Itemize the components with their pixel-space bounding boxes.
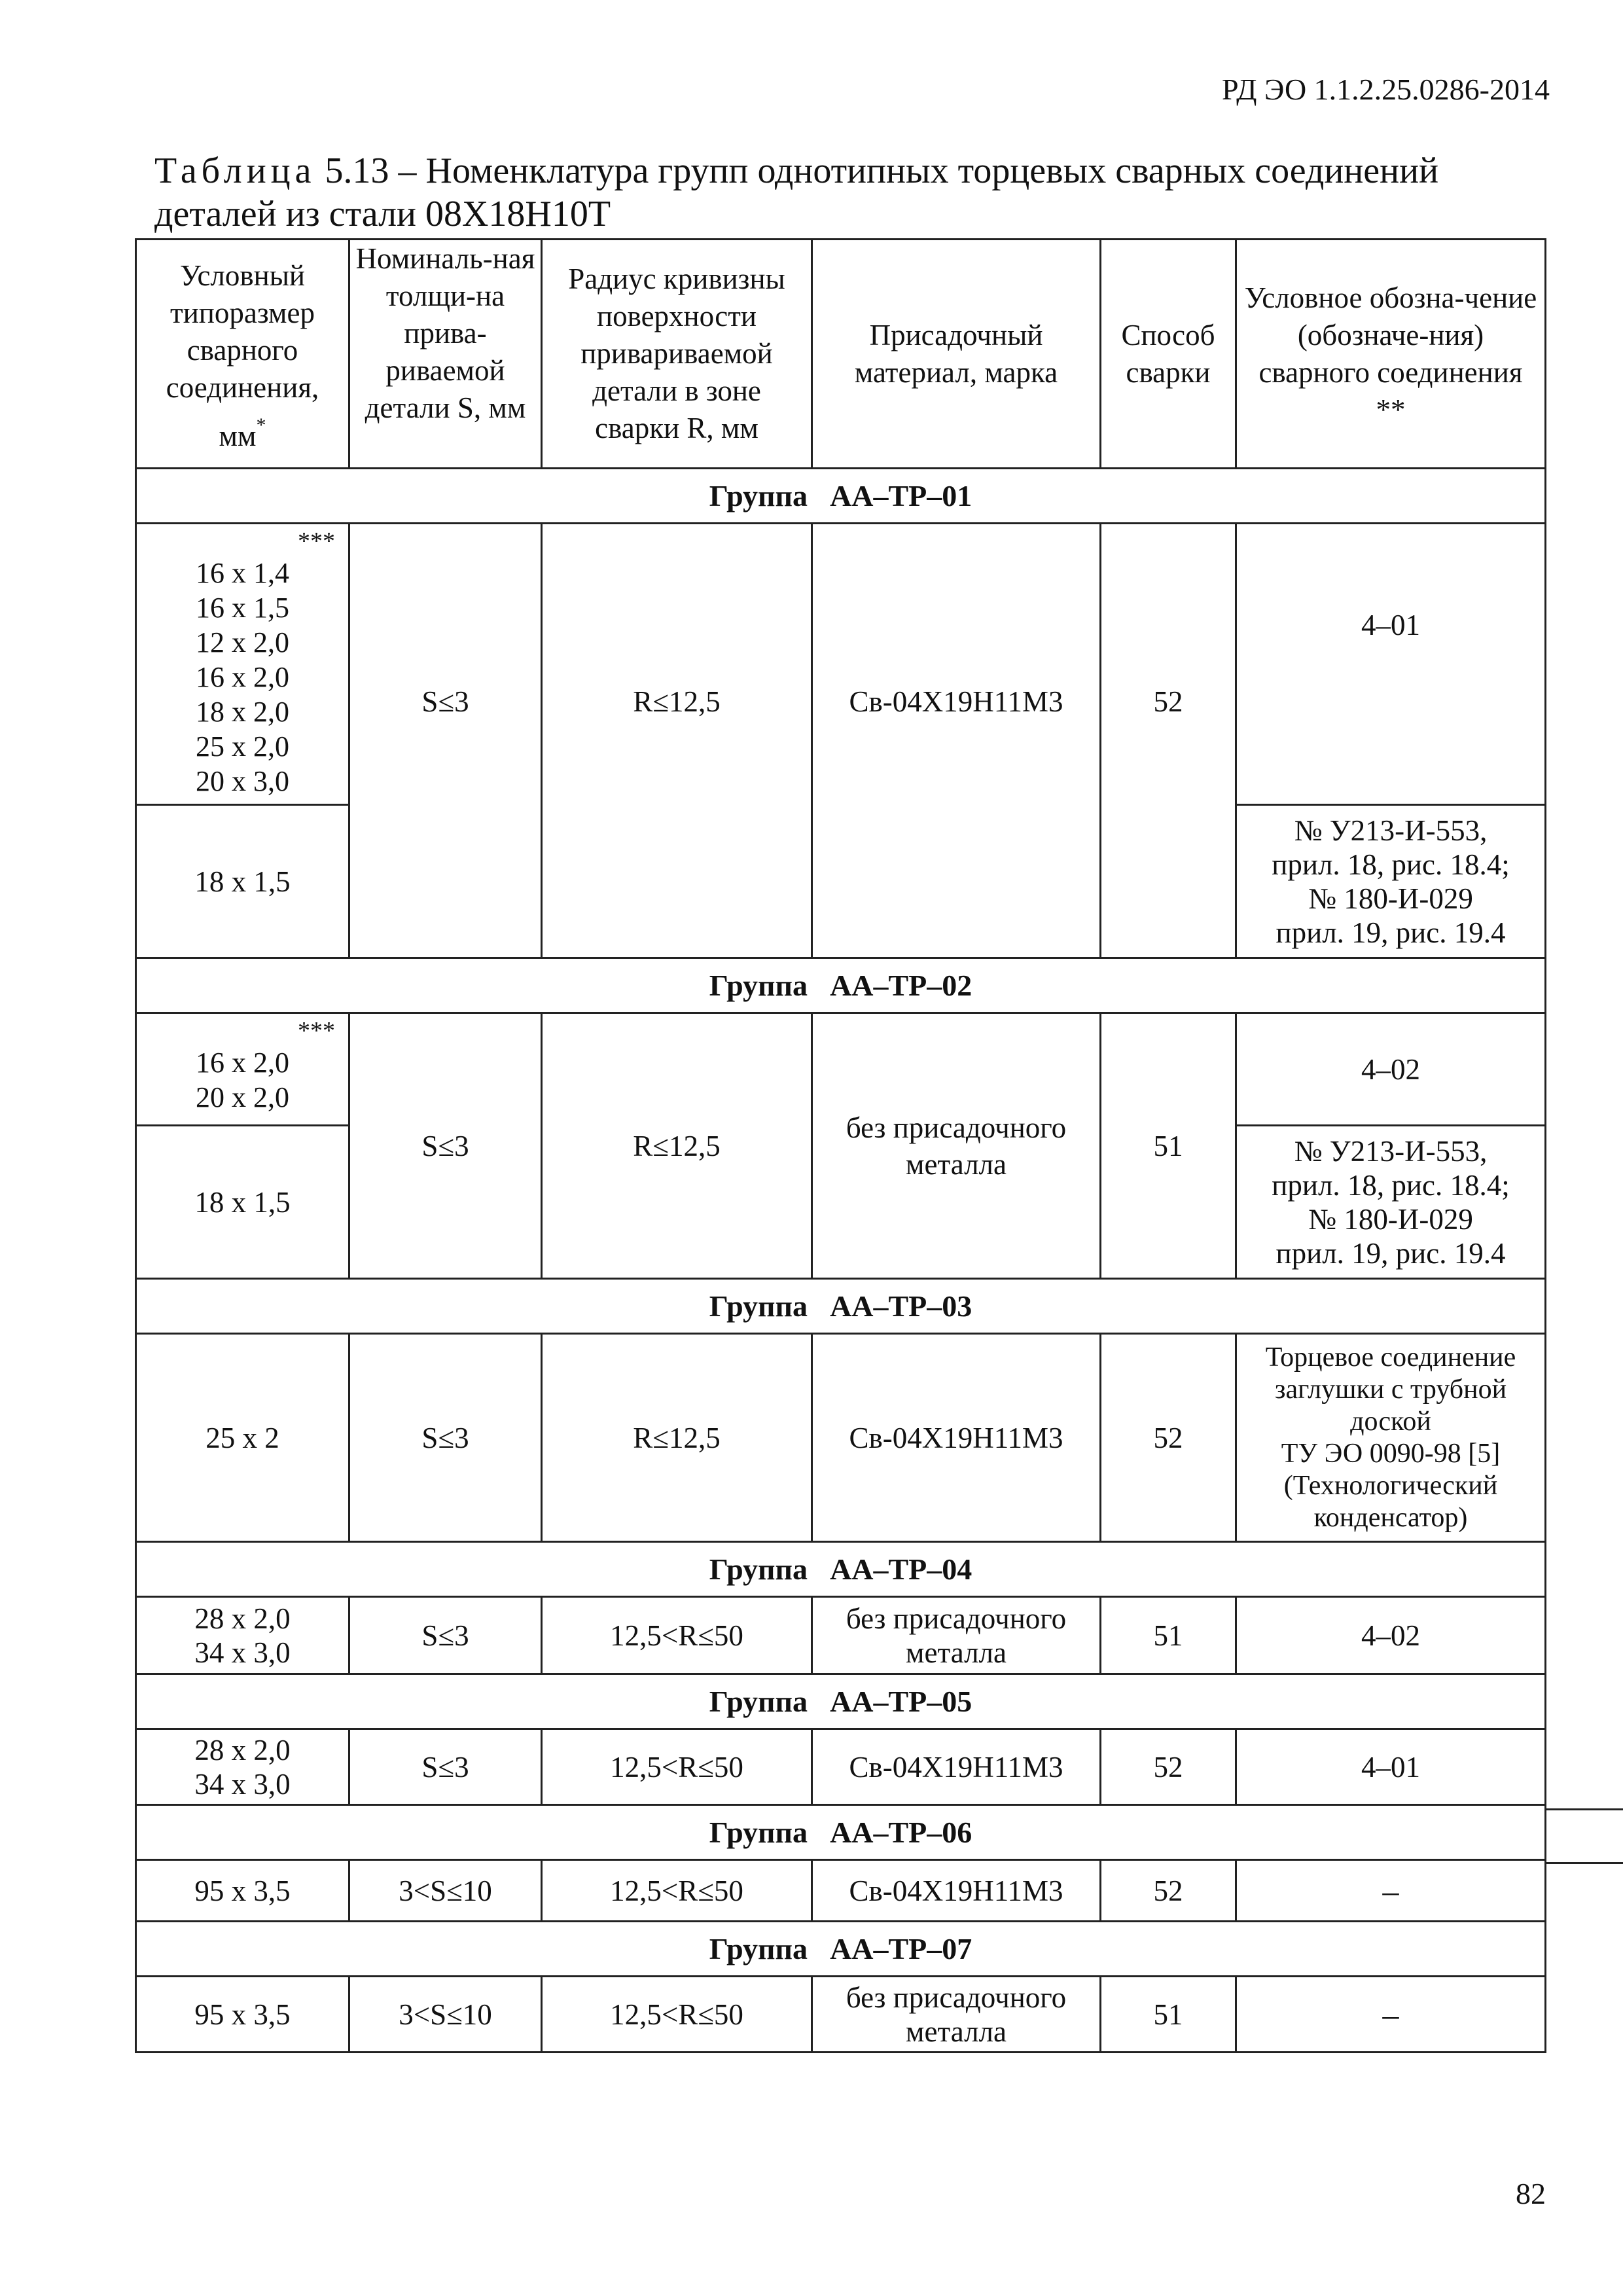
radius-cell: 12,5<R≤50 <box>542 1729 812 1805</box>
group-header-row <box>136 1674 1546 1729</box>
header-method: Способ сварки <box>1101 240 1236 469</box>
filler-cell: без присадочного металла <box>812 1013 1101 1279</box>
table-header-row <box>136 240 1546 469</box>
designation-cell: 4–02 <box>1236 1597 1546 1674</box>
table-edge-rule <box>1544 1862 1623 1864</box>
radius-cell: R≤12,5 <box>542 1013 812 1279</box>
method-cell: 51 <box>1101 1977 1236 2053</box>
table-row <box>136 1597 1546 1674</box>
header-designation: Условное обозна-чение (обозначе-ния) сварного соединения ** <box>1236 240 1546 469</box>
filler-cell: Св-04Х19Н11М3 <box>812 1334 1101 1542</box>
method-cell: 52 <box>1101 1334 1236 1542</box>
thickness-cell: 3<S≤10 <box>349 1860 542 1922</box>
group-header-row <box>136 1805 1546 1860</box>
thickness-cell: 3<S≤10 <box>349 1977 542 2053</box>
radius-cell: 12,5<R≤50 <box>542 1860 812 1922</box>
group-header-row <box>136 1542 1546 1597</box>
group-label: Группа <box>709 1815 808 1849</box>
method-cell: 51 <box>1101 1597 1236 1674</box>
group-header-row <box>136 958 1546 1013</box>
designation-cell: 4–01 <box>1236 1729 1546 1805</box>
size-cell: 25 х 2 <box>136 1334 349 1542</box>
size-cell: 28 х 2,0 34 х 3,0 <box>136 1729 349 1805</box>
designation-cell: № У213-И-553, прил. 18, рис. 18.4; № 180-И-029 прил. 19, рис. 19.4 <box>1236 805 1546 958</box>
group-code: АА–ТР–05 <box>830 1684 972 1718</box>
group-label: Группа <box>709 968 808 1002</box>
group-code: АА–ТР–06 <box>830 1815 972 1849</box>
size-cell: *** 16 х 2,0 20 х 2,0 <box>136 1013 349 1126</box>
group-label: Группа <box>709 478 808 512</box>
group-code: АА–ТР–03 <box>830 1289 972 1323</box>
table-row <box>136 1334 1546 1542</box>
size-cell: 95 х 3,5 <box>136 1860 349 1922</box>
method-cell: 52 <box>1101 1860 1236 1922</box>
footnote-mark: *** <box>298 528 335 555</box>
header-size: Условный типоразмер сварного соединения, мм* <box>136 240 349 469</box>
radius-cell: R≤12,5 <box>542 1334 812 1542</box>
table-row <box>136 1013 1546 1126</box>
designation-cell: 4–01 <box>1236 524 1546 805</box>
group-code: АА–ТР–02 <box>830 968 972 1002</box>
caption-label: Таблица <box>154 151 316 191</box>
thickness-cell: S≤3 <box>349 1597 542 1674</box>
group-label: Группа <box>709 1289 808 1323</box>
size-cell: 18 х 1,5 <box>136 805 349 958</box>
group-code: АА–ТР–01 <box>830 478 972 512</box>
filler-cell: Св-04Х19Н11М3 <box>812 1729 1101 1805</box>
thickness-cell: S≤3 <box>349 1334 542 1542</box>
filler-cell: Св-04Х19Н11М3 <box>812 1860 1101 1922</box>
group-label: Группа <box>709 1552 808 1586</box>
table-edge-rule <box>1544 1808 1623 1810</box>
size-cell: *** 16 х 1,4 16 х 1,5 12 х 2,0 16 х 2,0 18 х 2,0 25 х 2,0 20 х 3,0 <box>136 524 349 805</box>
thickness-cell: S≤3 <box>349 524 542 958</box>
group-header-row <box>136 1922 1546 1977</box>
header-thickness: Номиналь-ная толщи-на прива-риваемой детали S, мм <box>349 240 542 469</box>
designation-cell: № У213-И-553, прил. 18, рис. 18.4; № 180-И-029 прил. 19, рис. 19.4 <box>1236 1126 1546 1279</box>
page-number: 82 <box>1516 2177 1546 2210</box>
table-row <box>136 524 1546 805</box>
designation-cell: – <box>1236 1860 1546 1922</box>
size-cell: 95 х 3,5 <box>136 1977 349 2053</box>
designation-cell: – <box>1236 1977 1546 2053</box>
radius-cell: 12,5<R≤50 <box>542 1597 812 1674</box>
group-label: Группа <box>709 1684 808 1718</box>
radius-cell: R≤12,5 <box>542 524 812 958</box>
filler-cell: без присадочного металла <box>812 1597 1101 1674</box>
header-filler: Присадочный материал, марка <box>812 240 1101 469</box>
thickness-cell: S≤3 <box>349 1013 542 1279</box>
group-code: АА–ТР–07 <box>830 1931 972 1965</box>
table-row <box>136 1729 1546 1805</box>
method-cell: 52 <box>1101 1729 1236 1805</box>
filler-cell: без присадочного металла <box>812 1977 1101 2053</box>
radius-cell: 12,5<R≤50 <box>542 1977 812 2053</box>
group-label: Группа <box>709 1931 808 1965</box>
thickness-cell: S≤3 <box>349 1729 542 1805</box>
group-code: АА–ТР–04 <box>830 1552 972 1586</box>
filler-cell: Св-04Х19Н11М3 <box>812 524 1101 958</box>
group-header-row <box>136 469 1546 524</box>
method-cell: 52 <box>1101 524 1236 958</box>
welded-joints-table <box>135 238 1546 2053</box>
size-cell: 18 х 1,5 <box>136 1126 349 1279</box>
header-size-footnote-mark: * <box>256 414 266 436</box>
designation-cell: Торцевое соединение заглушки с трубной доской ТУ ЭО 0090-98 [5] (Технологический конденсатор) <box>1236 1334 1546 1542</box>
table-caption <box>154 149 1542 236</box>
method-cell: 51 <box>1101 1013 1236 1279</box>
document-code: РД ЭО 1.1.2.25.0286-2014 <box>1222 73 1550 106</box>
designation-cell: 4–02 <box>1236 1013 1546 1126</box>
table-row <box>136 1977 1546 2053</box>
group-header-row <box>136 1279 1546 1334</box>
header-radius: Радиус кривизны поверхности привариваемой детали в зоне сварки R, мм <box>542 240 812 469</box>
table-row <box>136 1860 1546 1922</box>
caption-text: 5.13 – Номенклатура групп однотипных торцевых сварных соединений деталей из стали 08Х18Н10Т <box>154 151 1439 234</box>
size-cell: 28 х 2,0 34 х 3,0 <box>136 1597 349 1674</box>
footnote-mark: *** <box>298 1017 335 1045</box>
